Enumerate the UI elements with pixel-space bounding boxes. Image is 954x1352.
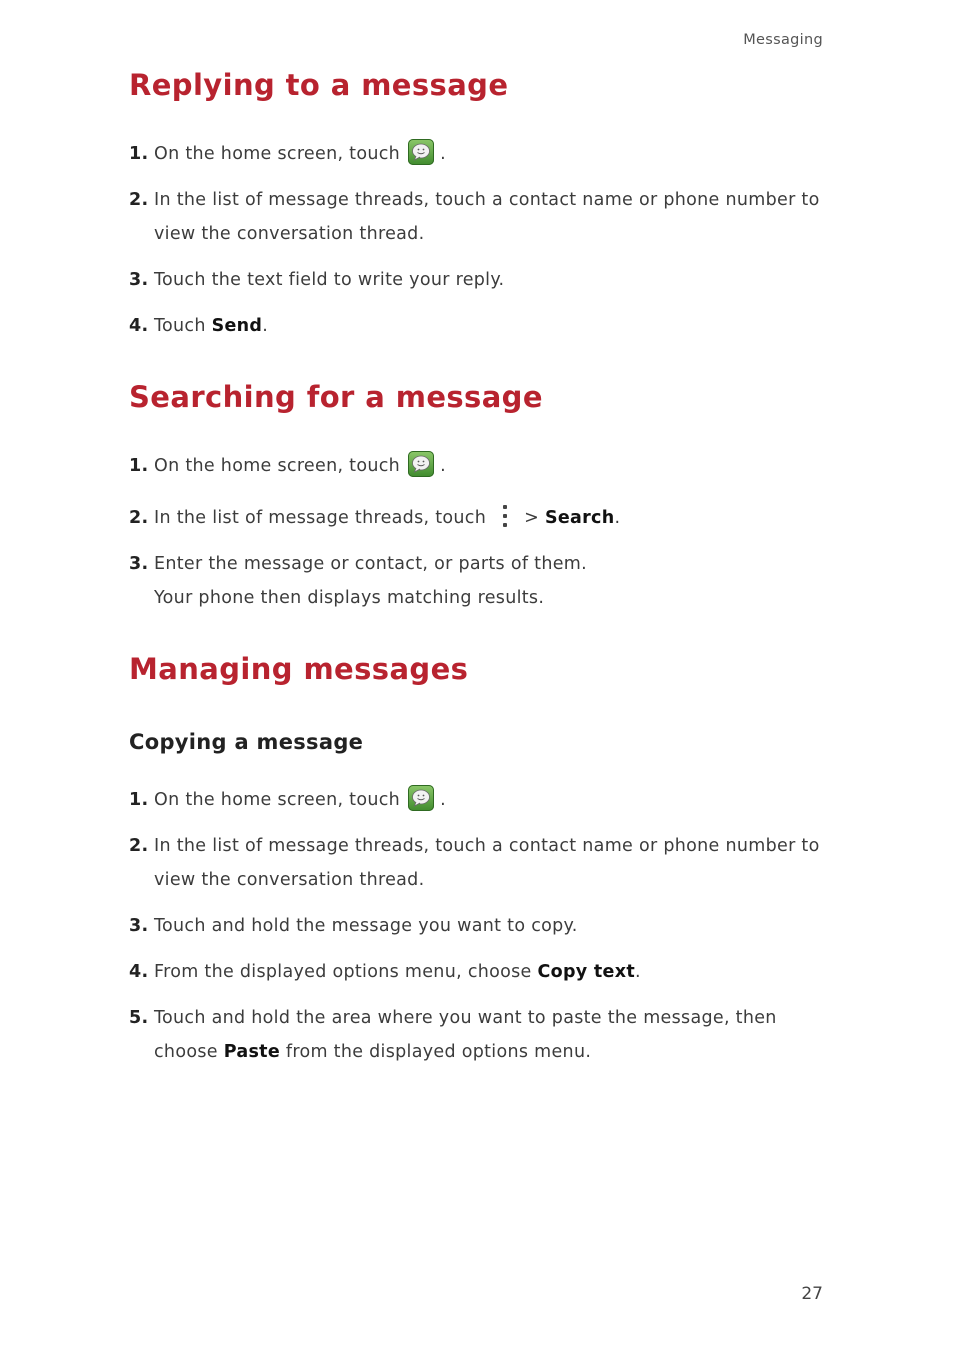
step-number: 3. [129, 916, 149, 936]
list-item [129, 137, 829, 171]
step-number: 4. [129, 962, 149, 982]
step-number: 1. [129, 456, 149, 476]
step-suffix: from the displayed options menu. [280, 1042, 592, 1062]
step-suffix: . [440, 790, 446, 810]
section-title-searching: Searching for a message [129, 380, 543, 414]
step-result: Your phone then displays matching results. [154, 588, 545, 608]
step-text: Touch the text field to write your reply. [154, 270, 505, 290]
running-header: Messaging [743, 32, 823, 48]
step-number: 3. [129, 270, 149, 290]
step-number: 3. [129, 554, 149, 574]
step-text: In the list of message threads, touch a contact name or phone number to view the conversation thread. [154, 190, 820, 244]
messaging-app-icon [408, 139, 434, 165]
list-item [129, 1001, 829, 1069]
step-suffix: . [614, 508, 621, 528]
step-text: Touch and hold the message you want to copy. [154, 916, 578, 936]
menu-separator: > [524, 508, 540, 528]
step-text: Touch [154, 316, 212, 336]
subsection-title-copying: Copying a message [129, 730, 364, 754]
list-item [129, 783, 829, 817]
list-item [129, 263, 829, 297]
step-suffix: . [634, 962, 641, 982]
list-item [129, 955, 829, 989]
step-text: Enter the message or contact, or parts of them. [154, 554, 587, 574]
page-number: 27 [801, 1284, 823, 1304]
step-number: 5. [129, 1008, 149, 1028]
list-item [129, 309, 829, 343]
messaging-app-icon [408, 451, 434, 477]
step-number: 2. [129, 508, 149, 528]
step-text: In the list of message threads, touch a contact name or phone number to view the conversation thread. [154, 836, 820, 890]
ui-term-paste: Paste [223, 1042, 281, 1062]
section-title-managing: Managing messages [129, 652, 469, 686]
step-suffix: . [440, 144, 446, 164]
list-item [129, 547, 829, 615]
ui-term-send: Send [211, 316, 263, 336]
step-text: On the home screen, touch [154, 790, 401, 810]
list-item [129, 829, 829, 897]
ui-term-search: Search [544, 508, 615, 528]
ui-term-copy-text: Copy text [537, 962, 635, 982]
section-title-replying: Replying to a message [129, 68, 509, 102]
step-suffix: . [440, 456, 446, 476]
step-text: In the list of message threads, touch [154, 508, 487, 528]
step-number: 2. [129, 190, 149, 210]
step-text: On the home screen, touch [154, 144, 401, 164]
step-number: 4. [129, 316, 149, 336]
list-item [129, 909, 829, 943]
messaging-app-icon [408, 785, 434, 811]
step-number: 1. [129, 144, 149, 164]
step-text: Touch and hold the area where you want to paste the message, then choose [154, 1008, 777, 1062]
step-text: From the displayed options menu, choose [154, 962, 538, 982]
menu-more-icon [500, 503, 510, 529]
step-suffix: . [262, 316, 269, 336]
list-item [129, 183, 829, 251]
list-item [129, 501, 829, 535]
list-item [129, 449, 829, 483]
step-number: 2. [129, 836, 149, 856]
step-text: On the home screen, touch [154, 456, 401, 476]
step-number: 1. [129, 790, 149, 810]
